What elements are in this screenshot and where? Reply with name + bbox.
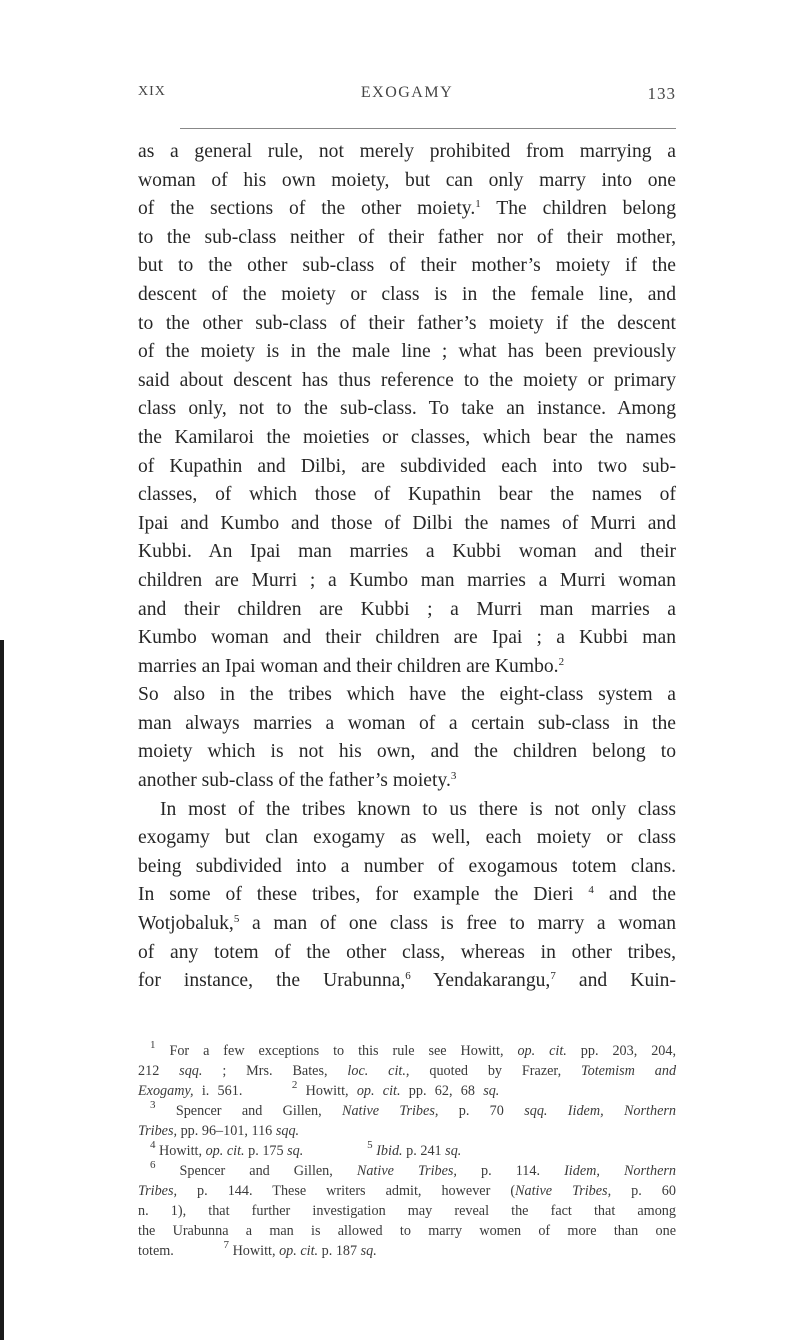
text-fragment: and the (608, 884, 676, 906)
note-text: sq. (483, 1083, 500, 1099)
text-line (138, 967, 676, 996)
footnote-mark: 4 (150, 1139, 156, 1151)
note-text: op. cit. (356, 1083, 401, 1099)
note-text: Tribes, (138, 1123, 178, 1139)
note-text: p. 114. (481, 1163, 541, 1179)
text-fragment: another sub-class of the father’s moiety. (138, 770, 451, 792)
note-text: Howitt, (159, 1143, 203, 1159)
text-line: to the other sub-class of their father’s moiety if the descent (138, 312, 676, 334)
footnote-mark: 5 (367, 1139, 373, 1151)
note-text: pp. 62, 68 (408, 1083, 475, 1099)
note-text: i. 561. (201, 1083, 243, 1099)
text-line: children are Murri ; a Kumbo man marries a Murri woman (138, 569, 676, 591)
text-fragment: In some of these tribes, for example the Dieri (138, 884, 574, 906)
note-text: p. 70 (458, 1103, 504, 1119)
note-text: For a few exceptions to this rule see Howitt, (169, 1043, 504, 1059)
text-line: of the moiety is in the male line ; what has been previously (138, 341, 676, 363)
note-text: Native Tribes, (342, 1103, 439, 1119)
note-text: p. 144. These writers admit, however ( (197, 1183, 516, 1199)
note-text: sqq. (179, 1063, 203, 1079)
footnote-line (138, 1181, 676, 1201)
text-line (138, 767, 676, 796)
text-line: the Kamilaroi the moieties or classes, which bear the names (138, 426, 676, 448)
note-text: totem. (138, 1243, 174, 1259)
note-text: sq. (360, 1243, 377, 1259)
note-text: sqq. (524, 1103, 548, 1119)
footnote-mark: 6 (405, 970, 411, 983)
text-line: Kumbo woman and their children are Ipai ; a Kubbi man (138, 627, 676, 649)
note-text: op. cit. (279, 1243, 319, 1259)
footnote-line (138, 1101, 676, 1121)
paragraph-1 (138, 138, 676, 796)
note-text: sq. (445, 1143, 462, 1159)
text-line: descent of the moiety or class is in the female line, and (138, 283, 676, 305)
note-text: Spencer and Gillen, (179, 1163, 333, 1179)
text-fragment: marries an Ipai woman and their children are Kumbo. (138, 655, 559, 677)
text-fragment: The children belong (496, 198, 676, 220)
note-text: Totemism and (581, 1063, 677, 1079)
text-line: So also in the tribes which have the eight-class system a (138, 684, 676, 706)
note-text: quoted by Frazer, (429, 1063, 562, 1079)
footnote-mark: 5 (233, 913, 240, 926)
footnote-mark: 6 (150, 1159, 156, 1171)
text-line (138, 881, 676, 910)
text-line: of any totem of the other class, whereas in other tribes, (138, 941, 676, 963)
text-line: as a general rule, not merely prohibited from marrying a (138, 141, 676, 162)
footnote-mark: 7 (550, 970, 556, 983)
text-line: said about descent has thus reference to the moiety or primary (138, 369, 676, 391)
page-number: 133 (647, 84, 676, 103)
note-text: Iidem, Northern (564, 1163, 676, 1179)
footnote-mark: 2 (291, 1079, 298, 1091)
text-fragment: a man of one class is free to marry a woman (252, 913, 677, 935)
note-text: p. 187 (321, 1243, 358, 1259)
footnote-mark: 2 (558, 655, 565, 668)
paragraph-2 (138, 796, 676, 996)
note-text: loc. cit., (347, 1063, 410, 1079)
note-text: Ibid. (376, 1143, 403, 1159)
note-text: p. 175 (248, 1143, 284, 1159)
footnote-line (138, 1061, 676, 1081)
footnote-mark: 7 (223, 1239, 230, 1251)
running-title: EXOGAMY (360, 84, 454, 101)
text-line: In most of the tribes known to us there is not only class (160, 798, 676, 820)
note-text: Howitt, (305, 1083, 349, 1099)
note-text: Howitt, (232, 1243, 276, 1259)
note-text: Native Tribes, (515, 1183, 612, 1199)
note-text: 212 (138, 1063, 160, 1079)
text-line: and their children are Kubbi ; a Murri man marries a (138, 598, 676, 620)
text-line: man always marries a woman of a certain sub-class in the (138, 712, 676, 734)
text-line: Ipai and Kumbo and those of Dilbi the names of Murri and (138, 512, 676, 534)
footnote-line (138, 1121, 676, 1141)
note-text: Exogamy, (138, 1083, 194, 1099)
footnote-mark: 1 (150, 1039, 156, 1051)
footnote-line (138, 1161, 676, 1181)
text-line: Kubbi. An Ipai man marries a Kubbi woman and their (138, 541, 676, 563)
note-text: Spencer and Gillen, (175, 1103, 322, 1119)
note-text: sqq. (275, 1123, 300, 1139)
note-text: ; Mrs. Bates, (222, 1063, 328, 1079)
chapter-number: XIX (138, 84, 166, 99)
note-text: Iidem, Northern (567, 1103, 676, 1119)
note-text: Native Tribes, (356, 1163, 457, 1179)
footnotes (138, 1041, 676, 1261)
text-line: woman of his own moiety, but can only marry into one (138, 169, 676, 191)
note-text: Tribes, (138, 1183, 178, 1199)
page-binding-edge (0, 640, 4, 1340)
text-fragment: Yendakarangu, (433, 970, 551, 992)
footnote-line: n. 1), that further investigation may reveal the fact that among (138, 1203, 676, 1219)
text-line: of Kupathin and Dilbi, are subdivided each into two sub- (138, 455, 676, 477)
footnote-line: the Urabunna a man is allowed to marry women of more than one (138, 1223, 676, 1239)
footnote-line (138, 1241, 676, 1261)
text-line (138, 653, 676, 682)
text-line: classes, of which those of Kupathin bear the names of (138, 484, 676, 506)
note-text: op. cit. (205, 1143, 245, 1159)
note-text: pp. 203, 204, (580, 1043, 677, 1059)
note-text: pp. 96–101, 116 (180, 1123, 273, 1139)
text-line: to the sub-class neither of their father nor of their mother, (138, 226, 676, 248)
main-text (138, 138, 676, 996)
footnote-line (138, 1141, 676, 1161)
footnote-line (138, 1041, 676, 1061)
text-line: moiety which is not his own, and the children belong to (138, 741, 676, 763)
text-line (138, 910, 676, 939)
running-header (138, 84, 676, 110)
note-text: p. 241 (406, 1143, 442, 1159)
text-line: but to the other sub-class of their mother’s moiety if the (138, 255, 676, 277)
text-line (138, 195, 676, 224)
note-text: sq. (287, 1143, 304, 1159)
note-text: p. 60 (631, 1183, 676, 1199)
footnote-mark: 1 (475, 198, 481, 211)
header-rule (180, 128, 676, 129)
footnote-mark: 4 (588, 884, 594, 897)
text-fragment: of the sections of the other moiety. (138, 198, 476, 220)
note-text: op. cit. (517, 1043, 567, 1059)
footnote-line (138, 1081, 676, 1101)
text-fragment: and Kuin- (578, 970, 677, 992)
text-line: being subdivided into a number of exogamous totem clans. (138, 855, 676, 877)
text-fragment: for instance, the Urabunna, (138, 970, 406, 992)
footnote-mark: 3 (150, 1099, 156, 1111)
footnote-mark: 3 (450, 770, 457, 783)
text-fragment: Wotjobaluk, (138, 913, 234, 935)
text-line: exogamy but clan exogamy as well, each moiety or class (138, 827, 676, 849)
text-line: class only, not to the sub-class. To take an instance. Among (138, 398, 676, 420)
